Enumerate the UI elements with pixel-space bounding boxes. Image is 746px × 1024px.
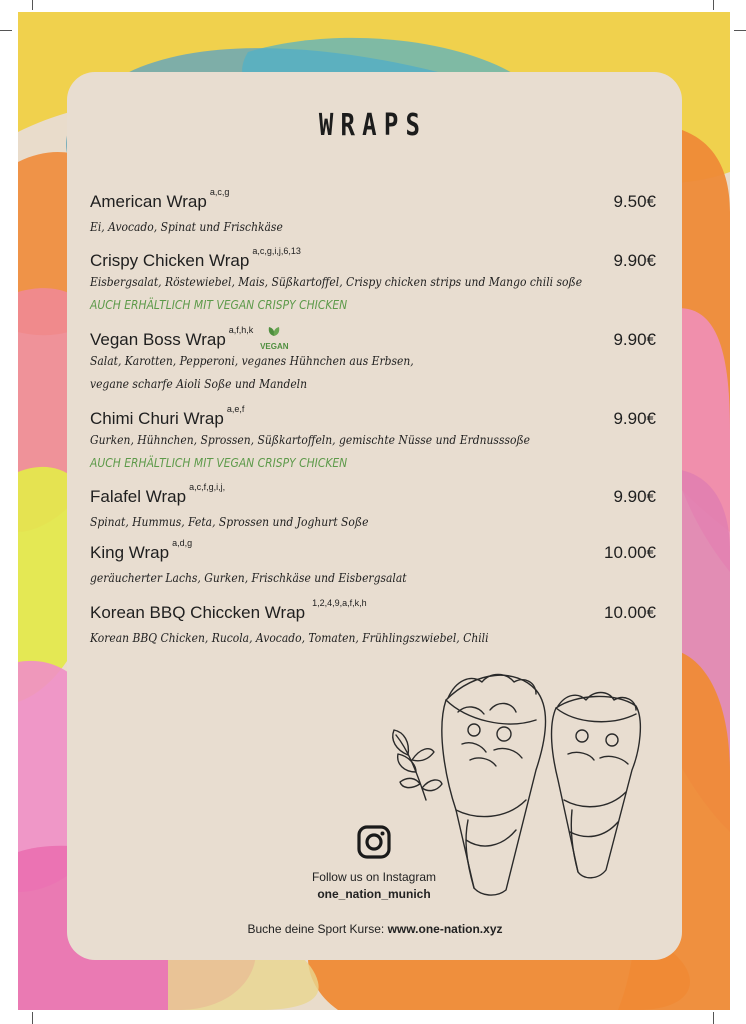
item-name: Crispy Chicken Wrap (90, 251, 250, 270)
item-allergens: 1,2,4,9,a,f,k,h (312, 598, 367, 608)
item-name: American Wrap (90, 192, 207, 211)
instagram-icon[interactable] (355, 823, 393, 861)
item-name: King Wrap (90, 543, 170, 562)
item-price: 9.90€ (613, 409, 656, 428)
item-price: 9.90€ (613, 487, 656, 506)
menu-item-king-wrap (90, 540, 658, 589)
item-description: vegane scharfe Aioli Soße und Mandeln (90, 376, 308, 391)
item-description: Salat, Karotten, Pepperoni, veganes Hühnchen aus Erbsen, (90, 353, 414, 368)
item-description: Spinat, Hummus, Feta, Sprossen und Joghurt Soße (90, 514, 369, 529)
item-vegan-note: AUCH ERHÄLTLICH MIT VEGAN CRISPY CHICKEN (90, 455, 348, 470)
item-price: 10.00€ (604, 543, 656, 562)
instagram-handle-link[interactable]: one_nation_munich (317, 887, 431, 901)
crop-mark (713, 0, 714, 10)
instagram-follow (250, 869, 498, 903)
leaf-icon (267, 326, 281, 337)
item-allergens: a,e,f (226, 404, 245, 414)
item-name: Korean BBQ Chiccken Wrap (90, 603, 306, 622)
item-allergens: a,c,f,g,i,j, (189, 482, 226, 492)
item-allergens: a,c,g (209, 187, 230, 197)
item-allergens: a,c,g,i,j,6,13 (252, 246, 301, 256)
item-price: 10.00€ (604, 603, 656, 622)
menu-item-falafel-wrap (90, 484, 658, 533)
menu-item-korean-bbq-wrap (90, 600, 658, 649)
item-name: Falafel Wrap (90, 487, 187, 506)
follow-text: Follow us on Instagram (311, 870, 437, 884)
crop-mark (32, 1012, 33, 1024)
item-allergens: a,f,h,k (228, 325, 254, 335)
item-name: Chimi Churi Wrap (90, 409, 224, 428)
crop-mark (0, 30, 12, 31)
crop-mark (32, 0, 33, 10)
vegan-badge (259, 324, 289, 351)
wrap-illustration (386, 660, 656, 900)
footer-text (150, 922, 600, 936)
item-price: 9.90€ (613, 330, 656, 349)
item-description: Ei, Avocado, Spinat und Frischkäse (90, 219, 283, 234)
menu-item-chimi-churi-wrap (90, 406, 658, 474)
item-name-row (90, 189, 658, 215)
item-name-row (90, 540, 658, 566)
item-description: geräucherter Lachs, Gurken, Frischkäse und Eisbergsalat (90, 570, 407, 585)
item-name-row (90, 484, 658, 510)
item-description: Korean BBQ Chicken, Rucola, Avocado, Tomaten, Frühlingszwiebel, Chili (90, 630, 489, 645)
vegan-label: VEGAN (260, 342, 289, 351)
item-name-row (90, 600, 658, 626)
item-description: Eisbergsalat, Röstewiebel, Mais, Süßkartoffel, Crispy chicken strips und Mango chili soße (90, 274, 583, 289)
item-name: Vegan Boss Wrap (90, 330, 226, 349)
crop-mark (713, 1012, 714, 1024)
crop-mark (734, 30, 746, 31)
menu-item-crispy-chicken-wrap (90, 248, 658, 316)
item-allergens: a,d,g (172, 538, 193, 548)
item-price: 9.90€ (613, 251, 656, 270)
item-description: Gurken, Hühnchen, Sprossen, Süßkartoffeln, gemischte Nüsse und Erdnusssoße (90, 432, 531, 447)
menu-item-vegan-boss-wrap (90, 327, 658, 395)
menu-item-american-wrap (90, 189, 658, 238)
website-link[interactable]: www.one-nation.xyz (387, 922, 503, 936)
page-title: WRAPS (318, 108, 428, 143)
footer-prefix: Buche deine Sport Kurse: (247, 922, 385, 936)
item-price: 9.50€ (613, 192, 656, 211)
item-vegan-note: AUCH ERHÄLTLICH MIT VEGAN CRISPY CHICKEN (90, 297, 348, 312)
